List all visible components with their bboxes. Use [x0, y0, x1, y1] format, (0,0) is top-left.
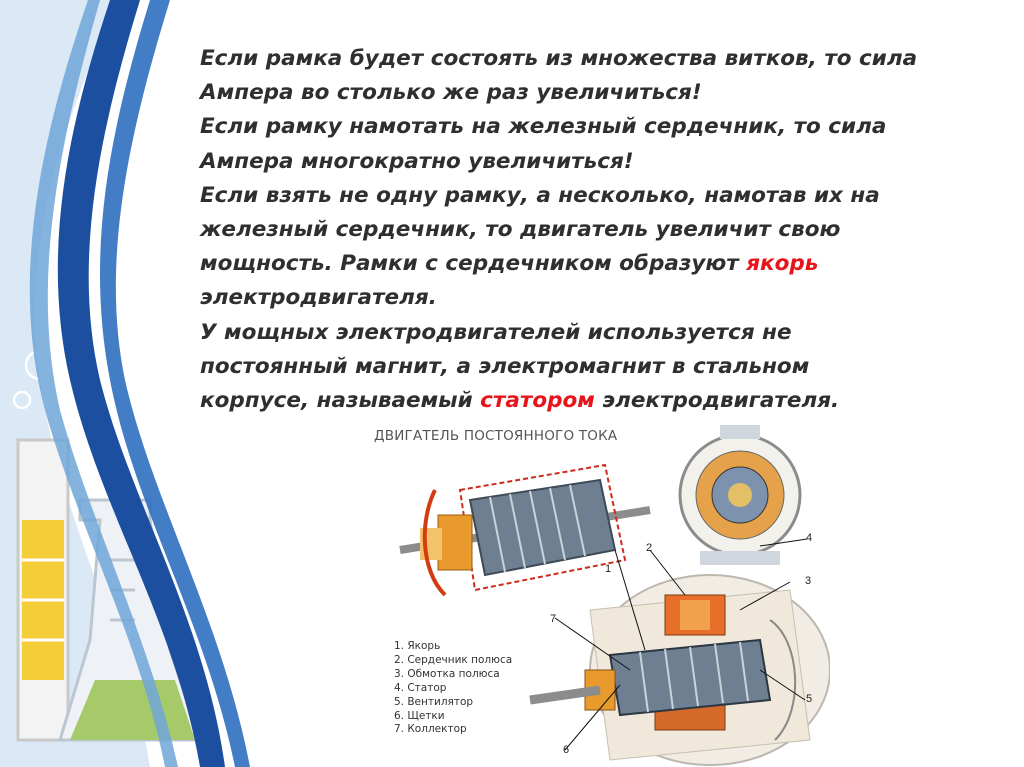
- paragraph-stator: [200, 316, 920, 419]
- callout-2: 2: [646, 542, 653, 554]
- highlight-stator: статором: [480, 388, 595, 414]
- callout-4: 4: [806, 532, 813, 544]
- highlight-armature: якорь: [746, 251, 819, 277]
- beaker-left-icon: [18, 440, 68, 740]
- legend-item: 6. Щетки: [394, 709, 445, 722]
- slide-body-text: [200, 42, 920, 418]
- parts-legend: [394, 640, 512, 737]
- paragraph-turns: Если рамка будет состоять из множества витков, то сила Ампера во столько же раз увеличиться!: [200, 46, 918, 106]
- legend-item: 4. Статор: [394, 681, 447, 694]
- motor-cutaway-drawing: [530, 575, 830, 765]
- callout-6: 6: [563, 744, 570, 756]
- armature-drawing: [400, 465, 653, 595]
- callout-5: 5: [806, 693, 813, 705]
- callout-1: 1: [605, 563, 612, 575]
- callout-3: 3: [805, 575, 812, 587]
- paragraph-armature-end: электродвигателя.: [200, 285, 437, 311]
- legend-item: 7. Коллектор: [394, 723, 467, 736]
- legend-item: 1. Якорь: [394, 640, 441, 652]
- cross-section-drawing: [680, 425, 800, 565]
- legend-item: 5. Вентилятор: [394, 695, 474, 708]
- paragraph-core: Если рамку намотать на железный сердечник, то сила Ампера многократно увеличиться!: [200, 114, 887, 174]
- paragraph-armature-text: Если взять не одну рамку, а несколько, намотав их на железный сердечник, то двигатель увеличит свою мощность. Рамки с сердечником образуют: [200, 182, 880, 277]
- legend-item: 3. Обмотка полюса: [394, 667, 500, 680]
- paragraph-stator-text: У мощных электродвигателей используется не постоянный магнит, а электромагнит в стальном корпусе, называемый: [200, 319, 810, 414]
- legend-item: 2. Сердечник полюса: [394, 653, 513, 666]
- paragraph-stator-end: электродвигателя.: [594, 388, 840, 414]
- callout-7: 7: [550, 613, 557, 625]
- diagram-title: ДВИГАТЕЛЬ ПОСТОЯННОГО ТОКА: [374, 428, 618, 444]
- paragraph-armature: [200, 179, 920, 316]
